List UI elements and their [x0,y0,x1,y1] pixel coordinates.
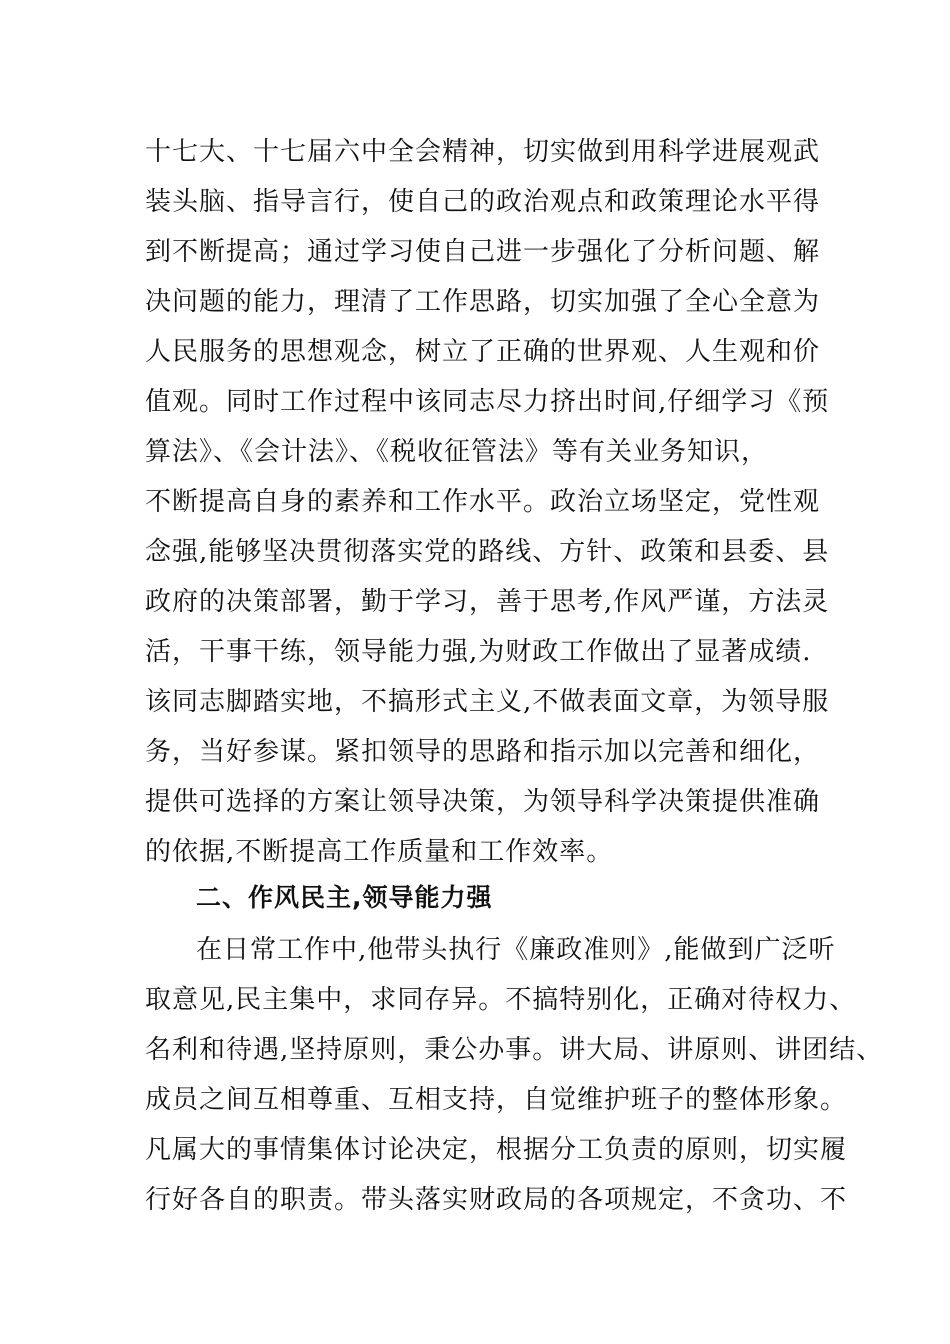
paragraph-line: 不断提高自身的素养和工作水平。政治立场坚定，党性观 [145,487,821,517]
paragraph-line: 该同志脚踏实地，不搞形式主义,不做表面文章，为领导服 [145,687,830,717]
paragraph-line: 取意见,民主集中，求同存异。不搞特别化，正确对待权力、 [145,985,857,1015]
paragraph-line: 的依据,不断提高工作质量和工作效率。 [145,837,614,867]
paragraph-line: 行好各自的职责。带头落实财政局的各项规定，不贪功、不 [145,1185,848,1215]
paragraph-line: 政府的决策部署，勤于学习，善于思考,作风严谨，方法灵 [145,587,830,617]
paragraph-line: 念强,能够坚决贯彻落实党的路线、方针、政策和县委、县 [145,537,830,567]
paragraph-line: 决问题的能力，理清了工作思路，切实加强了全心全意为 [145,287,821,317]
paragraph-line: 名利和待遇,坚持原则，秉公办事。讲大局、讲原则、讲团结、 [145,1035,884,1065]
paragraph-line: 到不断提高；通过学习使自己进一步强化了分析问题、解 [145,237,821,267]
paragraph-line: 值观。同时工作过程中该同志尽力挤出时间,仔细学习《预 [145,387,830,417]
paragraph-line: 人民服务的思想观念，树立了正确的世界观、人生观和价 [145,337,821,367]
section-heading: 二、作风民主,领导能力强 [196,883,493,912]
paragraph-line: 提供可选择的方案让领导决策，为领导科学决策提供准确 [145,787,821,817]
paragraph-line: 活，干事干练，领导能力强,为财政工作做出了显著成绩. [145,637,812,667]
paragraph-line: 凡属大的事情集体讨论决定，根据分工负责的原则，切实履 [145,1135,848,1165]
paragraph-line: 十七大、十七届六中全会精神，切实做到用科学进展观武 [145,137,821,167]
paragraph-line: 成员之间互相尊重、互相支持，自觉维护班子的整体形象。 [145,1085,848,1115]
paragraph-line: 算法》、《会计法》、《税收征管法》等有关业务知识， [145,437,769,467]
paragraph-line: 务，当好参谋。紧扣领导的思路和指示加以完善和细化， [145,737,821,767]
paragraph-line: 装头脑、指导言行，使自己的政治观点和政策理论水平得 [145,187,821,217]
paragraph-line: 在日常工作中,他带头执行《廉政准则》,能做到广泛听 [196,935,836,965]
